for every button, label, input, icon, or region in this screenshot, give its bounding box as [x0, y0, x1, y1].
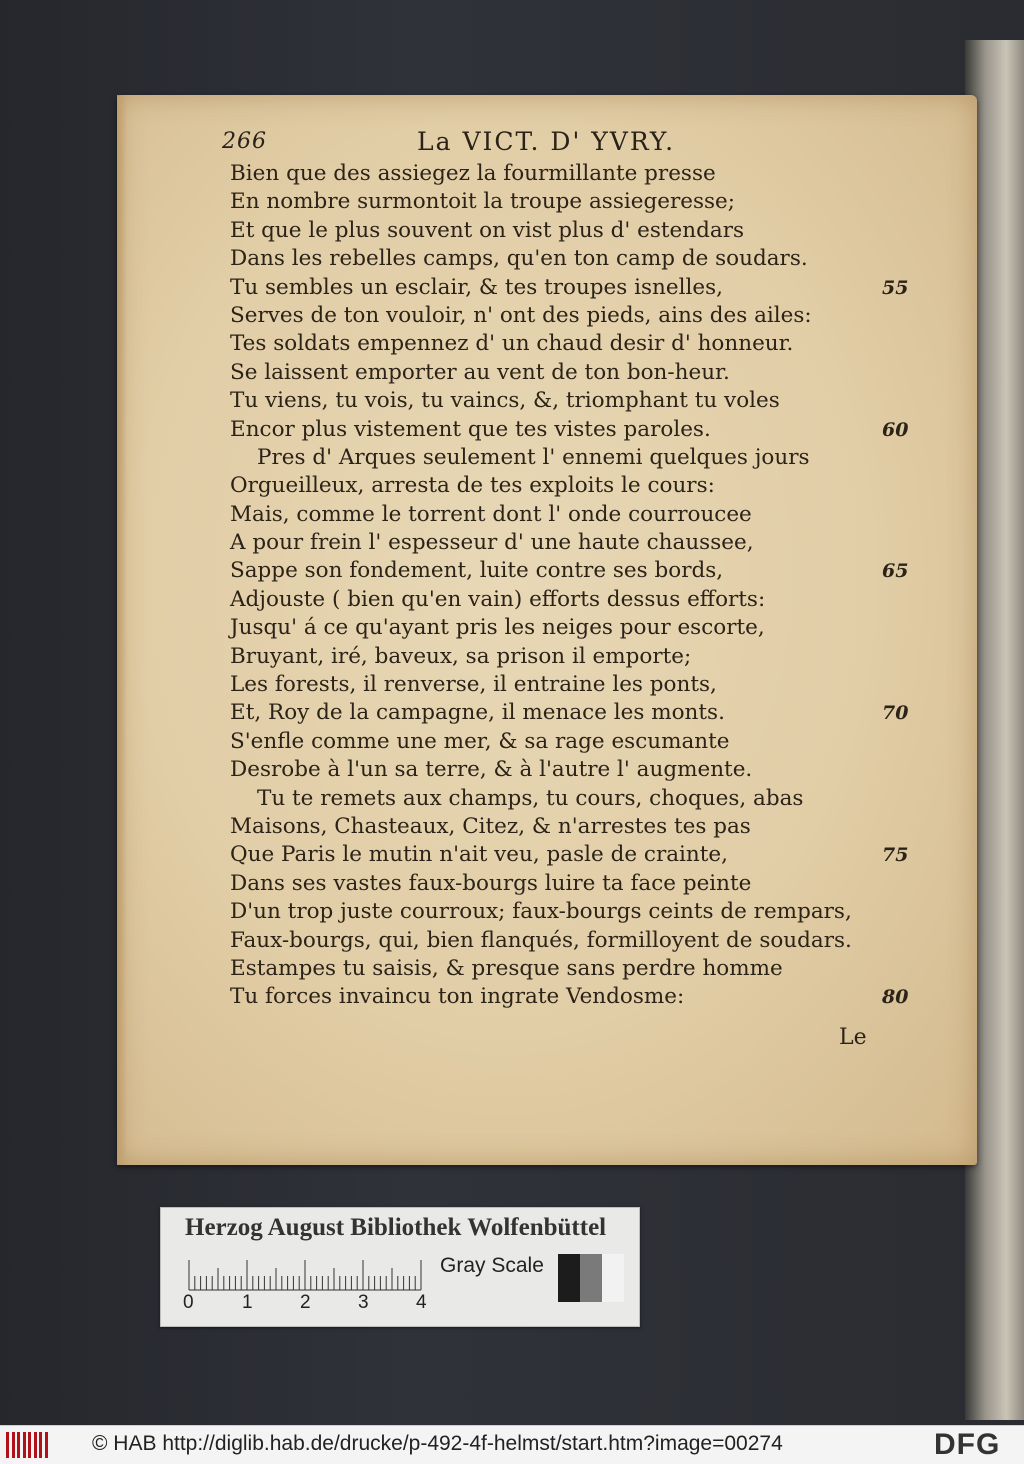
verse-line — [117, 927, 977, 955]
verse-text: Et que le plus souvent on vist plus d' estendars — [230, 217, 745, 243]
verse-text: D'un trop juste courroux; faux-bourgs ceints de rempars, — [230, 899, 852, 925]
logo-bar — [17, 1432, 20, 1458]
verse-line — [117, 188, 977, 216]
verse-text: A pour frein l' espesseur d' une haute chaussee, — [230, 530, 754, 556]
verse-line — [117, 841, 977, 869]
verse-text: Sappe son fondement, luite contre ses bords, — [230, 558, 724, 584]
library-name: Herzog August Bibliothek Wolfenbüttel — [185, 1214, 607, 1241]
copyright-link[interactable]: © HAB http://diglib.hab.de/drucke/p-492-4f-helmst/start.htm?image=00274 — [92, 1432, 783, 1455]
running-head: La VICT. D' YVRY. — [417, 127, 676, 156]
logo-bar — [45, 1432, 48, 1458]
logo-bar — [39, 1432, 42, 1458]
verse-line — [117, 160, 977, 188]
line-number: 65 — [882, 560, 909, 583]
verse-text: Dans les rebelles camps, qu'en ton camp de soudars. — [230, 246, 808, 272]
logo-bar — [12, 1432, 15, 1458]
book-page — [117, 95, 977, 1165]
gray-scale-label: Gray Scale — [440, 1254, 544, 1277]
verse-line — [117, 586, 977, 614]
dfg-logo[interactable]: DFG — [934, 1428, 1001, 1461]
verse-line — [117, 785, 977, 813]
scale-number-1: 1 — [242, 1292, 253, 1313]
verse-line — [117, 870, 977, 898]
verse-line — [117, 245, 977, 273]
line-number: 55 — [882, 276, 909, 299]
line-number: 75 — [882, 844, 909, 867]
verse-line — [117, 728, 977, 756]
verse-line — [117, 472, 977, 500]
verse-text: Tu viens, tu vois, tu vaincs, &, triomphant tu voles — [230, 388, 780, 414]
scale-number-0: 0 — [183, 1292, 194, 1313]
scale-number-2: 2 — [300, 1292, 311, 1313]
verse-text: Desrobe à l'un sa terre, & à l'autre l' augmente. — [230, 757, 753, 783]
verse-line — [117, 359, 977, 387]
verse-line — [117, 444, 977, 472]
verse-line — [117, 274, 977, 302]
verse-line — [117, 330, 977, 358]
ruler-ticks — [187, 1256, 427, 1296]
verse-text: Dans ses vastes faux-bourgs luire ta face peinte — [230, 870, 752, 896]
logo-bar — [28, 1432, 31, 1458]
verse-text: S'enfle comme une mer, & sa rage escumante — [230, 728, 730, 754]
verse-line — [117, 529, 977, 557]
verse-text: Bruyant, iré, baveux, sa prison il emporte; — [230, 643, 692, 669]
line-number: 70 — [882, 702, 909, 725]
line-number: 60 — [882, 418, 909, 441]
verse-text: Bien que des assiegez la fourmillante presse — [230, 161, 716, 186]
swatch-gray — [580, 1254, 602, 1302]
logo-bar — [23, 1432, 26, 1458]
page-number: 266 — [222, 129, 267, 154]
verse-line — [117, 699, 977, 727]
verse-text: Jusqu' á ce qu'ayant pris les neiges pour escorte, — [230, 615, 765, 641]
verse-line — [117, 217, 977, 245]
verse-line — [117, 671, 977, 699]
verse-line — [117, 501, 977, 529]
verse-line — [117, 955, 977, 983]
verse-line — [117, 302, 977, 330]
verse-line — [117, 643, 977, 671]
scale-ruler — [187, 1256, 427, 1296]
verse-text: Maisons, Chasteaux, Citez, & n'arrestes tes pas — [230, 813, 751, 839]
swatch-white — [602, 1254, 624, 1302]
page-header — [222, 125, 822, 159]
scale-number-3: 3 — [358, 1292, 369, 1313]
verse-text: Estampes tu saisis, & presque sans perdre homme — [230, 955, 783, 981]
verse-line — [117, 387, 977, 415]
verse-text: Serves de ton vouloir, n' ont des pieds, ains des ailes: — [230, 302, 812, 328]
verse-text: Tu te remets aux champs, tu cours, choques, abas — [257, 785, 804, 811]
verse-line — [117, 756, 977, 784]
verse-text: Orgueilleux, arresta de tes exploits le cours: — [230, 473, 715, 499]
verse-line — [117, 983, 977, 1011]
swatch-black — [558, 1254, 580, 1302]
catchword: Le — [839, 1025, 867, 1050]
verse-line — [117, 813, 977, 841]
verse-text: Encor plus vistement que tes vistes paroles. — [230, 416, 711, 442]
verse-text: Tu sembles un esclair, & tes troupes isnelles, — [230, 274, 723, 300]
scale-number-4: 4 — [416, 1292, 427, 1313]
logo-bar — [34, 1432, 37, 1458]
logo-bar — [6, 1432, 9, 1458]
verse-text: Tu forces invaincu ton ingrate Vendosme: — [230, 984, 685, 1010]
verse-text: Faux-bourgs, qui, bien flanqués, formilloyent de soudars. — [230, 927, 852, 953]
verse-text: Mais, comme le torrent dont l' onde courroucee — [230, 501, 752, 527]
verse-text: En nombre surmontoit la troupe assiegeresse; — [230, 189, 735, 215]
hab-logo-icon[interactable] — [6, 1432, 50, 1458]
verse-text: Et, Roy de la campagne, il menace les monts. — [230, 700, 725, 726]
verse-text: Les forests, il renverse, il entraine les ponts, — [230, 672, 717, 698]
color-target-card — [160, 1207, 640, 1327]
viewer-footer — [0, 1425, 1024, 1464]
verse-text: Pres d' Arques seulement l' ennemi quelques jours — [257, 444, 810, 470]
verse-text: Que Paris le mutin n'ait veu, pasle de crainte, — [230, 842, 728, 868]
verse-line — [117, 416, 977, 444]
verse-text: Adjouste ( bien qu'en vain) efforts dessus efforts: — [230, 586, 766, 612]
line-number: 80 — [882, 986, 909, 1009]
verse-line — [117, 557, 977, 585]
verse-line — [117, 898, 977, 926]
verse-text: Tes soldats empennez d' un chaud desir d' honneur. — [230, 331, 794, 357]
verse-line — [117, 614, 977, 642]
verse-text: Se laissent emporter au vent de ton bon-heur. — [230, 359, 730, 385]
verse-block — [117, 160, 977, 1012]
